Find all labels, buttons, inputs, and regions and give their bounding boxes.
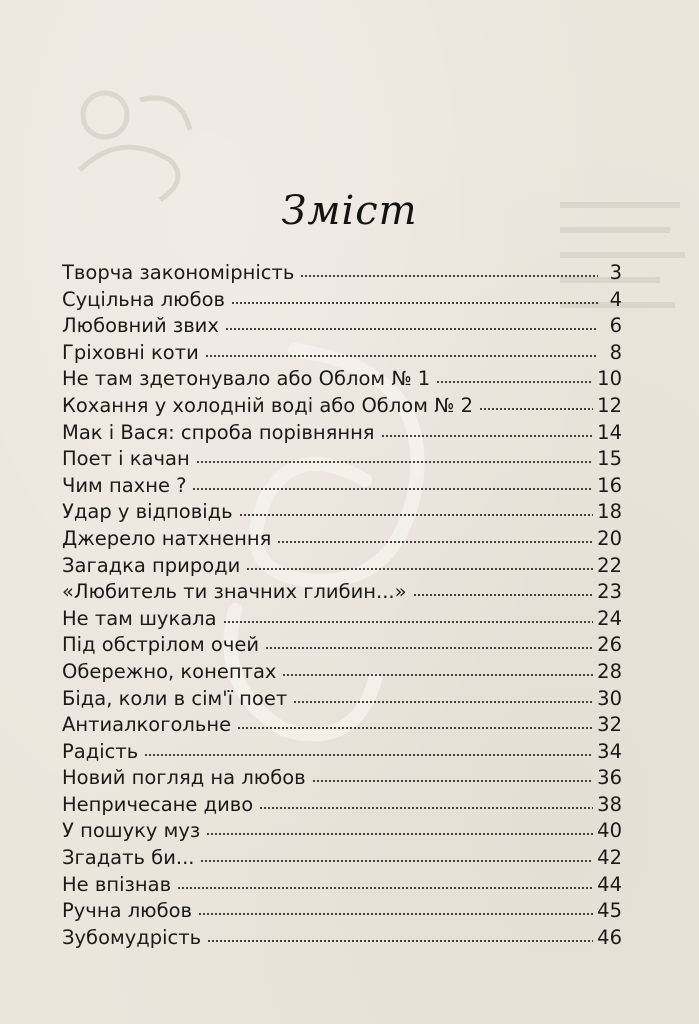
toc-entry-page-number: 16 [597,473,622,497]
dot-leader [246,567,593,571]
toc-entry-page-number: 4 [609,287,622,311]
toc-entry [62,659,622,686]
toc-entry-title: Біда, коли в сім'ї поет [62,686,288,710]
dot-leader [312,779,594,783]
toc-entry-page-number: 23 [597,580,622,604]
dot-leader [205,354,598,358]
dot-leader [300,274,598,278]
dot-leader [381,434,594,438]
toc-entry-page-number: 45 [597,899,622,923]
toc-entry-title: Удар у відповідь [62,500,233,524]
toc-entry-title: Загадка природи [62,553,241,577]
toc-entry-title: Любовний звих [62,314,219,338]
dot-leader [198,912,593,916]
table-of-contents [62,260,622,951]
toc-entry-title: Гріховні коти [62,340,199,364]
toc-entry-title: Згадать би... [62,846,195,870]
dot-leader [192,487,593,491]
toc-entry [62,845,622,872]
toc-entry-title: Чим пахне ? [62,473,187,497]
dot-leader [239,513,594,517]
toc-entry-title: Зубомудрість [62,925,202,949]
toc-entry-page-number: 44 [597,872,622,896]
toc-entry-page-number: 36 [597,766,622,790]
toc-entry [62,393,622,420]
toc-entry-page-number: 34 [597,739,622,763]
toc-entry [62,340,622,367]
toc-entry [62,473,622,500]
toc-entry [62,526,622,553]
dot-leader [177,886,593,890]
toc-entry [62,499,622,526]
toc-entry-title: Джерело натхнення [62,526,272,550]
toc-entry-page-number: 14 [597,420,622,444]
toc-entry [62,606,622,633]
toc-entry-title: Ручна любов [62,899,193,923]
toc-entry-page-number: 30 [597,686,622,710]
toc-entry-title: Радість [62,739,139,763]
dot-leader [277,540,593,544]
toc-entry [62,287,622,314]
toc-entry [62,579,622,606]
toc-entry [62,872,622,899]
toc-entry-page-number: 42 [597,846,622,870]
toc-entry [62,260,622,287]
toc-entry [62,792,622,819]
toc-entry-title: Кохання у холодній воді або Облом № 2 [62,393,474,417]
toc-entry [62,420,622,447]
toc-entry-title: Антиалкогольне [62,713,232,737]
toc-entry-title: Під обстрілом очей [62,633,260,657]
dot-leader [223,620,594,624]
dot-leader [479,407,593,411]
toc-entry-page-number: 38 [597,792,622,816]
toc-entry-page-number: 12 [597,393,622,417]
dot-leader [225,327,598,331]
toc-entry-page-number: 32 [597,713,622,737]
toc-entry-page-number: 46 [597,925,622,949]
toc-entry-title: Не там шукала [62,606,217,630]
toc-entry [62,366,622,393]
toc-entry-title: Обережно, конептах [62,659,277,683]
dot-leader [413,593,594,597]
toc-entry-page-number: 10 [597,367,622,391]
toc-entry [62,739,622,766]
page-title: Зміст [281,188,418,234]
toc-entry-page-number: 24 [597,606,622,630]
toc-entry [62,632,622,659]
dot-leader [206,832,593,836]
toc-entry-title: Мак і Вася: спроба порівняння [62,420,375,444]
toc-entry [62,925,622,952]
toc-entry-title: Творча закономірність [62,261,295,284]
toc-entry-title: Не впізнав [62,872,172,896]
toc-entry [62,686,622,713]
toc-entry [62,898,622,925]
toc-entry [62,446,622,473]
toc-entry-page-number: 3 [609,261,622,284]
dot-leader [282,673,593,677]
toc-entry [62,313,622,340]
toc-entry-title: Непричесане диво [62,792,254,816]
toc-entry-title: Не там здетонувало або Облом № 1 [62,367,431,391]
dot-leader [196,460,593,464]
dot-leader [231,301,598,305]
toc-entry-title: Поет і качан [62,447,190,471]
dot-leader [259,806,593,810]
dot-leader [237,726,593,730]
toc-entry [62,553,622,580]
toc-entry-page-number: 6 [609,314,622,338]
toc-entry [62,765,622,792]
toc-entry-page-number: 18 [597,500,622,524]
toc-entry-page-number: 40 [597,819,622,843]
toc-entry-page-number: 28 [597,659,622,683]
dot-leader [436,380,593,384]
toc-entry-page-number: 26 [597,633,622,657]
toc-entry-title: У пошуку муз [62,819,201,843]
toc-entry-page-number: 22 [597,553,622,577]
toc-entry-page-number: 8 [609,340,622,364]
dot-leader [293,700,593,704]
toc-entry-page-number: 15 [597,447,622,471]
dot-leader [207,939,593,943]
toc-entry [62,818,622,845]
dot-leader [265,646,593,650]
toc-entry-page-number: 20 [597,526,622,550]
toc-entry [62,712,622,739]
dot-leader [200,859,593,863]
dot-leader [144,753,593,757]
toc-entry-title: Новий погляд на любов [62,766,306,790]
toc-entry-title: Суцільна любов [62,287,226,311]
toc-entry-title: «Любитель ти значних глибин...» [62,580,407,604]
